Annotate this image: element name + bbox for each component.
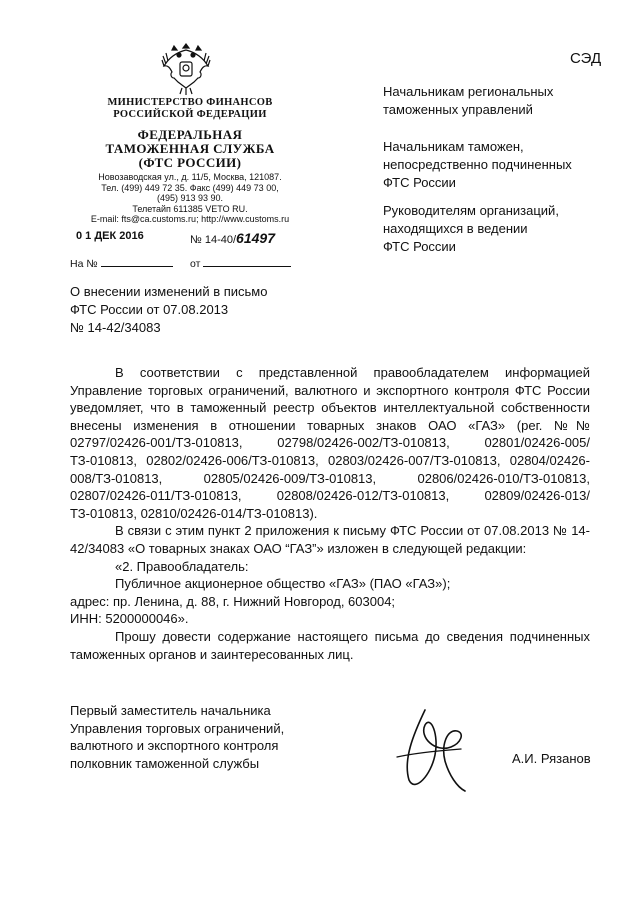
registration-number-prefix: № 14-40/ bbox=[190, 234, 237, 246]
recipient-block-1 bbox=[383, 83, 613, 119]
recipient-line: Начальникам региональных bbox=[383, 84, 554, 99]
recipient-block-2 bbox=[383, 138, 613, 192]
recipient-block-3 bbox=[383, 202, 613, 256]
reference-date-blank bbox=[203, 256, 291, 267]
signatory-title-line: Первый заместитель начальника bbox=[70, 703, 271, 718]
recipient-line: ФТС России bbox=[383, 239, 456, 254]
subject-line: ФТС России от 07.08.2013 bbox=[70, 302, 229, 317]
service-line-3: (ФТС РОССИИ) bbox=[138, 155, 242, 170]
service-line-2: ТАМОЖЕННАЯ СЛУЖБА bbox=[105, 141, 275, 156]
body-paragraph-inn: ИНН: 5200000046». bbox=[70, 611, 189, 627]
contact-phone-2: (495) 913 93 90. bbox=[156, 193, 224, 203]
signatory-title-line: валютного и экспортного контроля bbox=[70, 738, 279, 754]
signatory-title-line: Управления торговых ограничений, bbox=[70, 720, 285, 736]
service-name bbox=[70, 128, 310, 170]
body-paragraph-rightholder-name: Публичное акционерное общество «ГАЗ» (ПАО «ГАЗ»); bbox=[115, 576, 451, 592]
handwritten-signature bbox=[395, 705, 475, 795]
signatory-title-line: полковник таможенной службы bbox=[70, 755, 260, 771]
recipient-line: находящихся в ведении bbox=[383, 221, 528, 236]
letter-body bbox=[70, 364, 590, 663]
contact-info bbox=[70, 172, 310, 225]
reference-label: На № bbox=[70, 258, 98, 270]
body-paragraph-notice: В соответствии с представленной правообладателем информацией Управление торговых ограничений, валютного и экспортного контроля ФТС России уведомляет, что в таможенный реестр объектов интеллектуальной собственности внесены изменения в отношении товарных знаков ОАО «ГАЗ» (рег. №№ 02797/02426-001/ТЗ-010813, 02798/02426-002/ТЗ-010813, 02801/02426-005/ТЗ-010813, 02802/02426-006/ТЗ-010813, 02803/02426-007/ТЗ-010813, 02804/02426-008/ТЗ-010813, 02805/02426-009/ТЗ-010813, 02806/02426-010/ТЗ-010813, 02807/02426-011/ТЗ-010813, 02808/02426-012/ТЗ-010813, 02809/02426-013/ТЗ-010813, 02810/02426-014/ТЗ-010813). bbox=[70, 365, 590, 521]
body-paragraph-amendment: В связи с этим пункт 2 приложения к письму ФТС России от 07.08.2013 № 14-42/34083 «О товарных знаках ОАО “ГАЗ”» изложен в следующей редакции: bbox=[70, 523, 590, 556]
registration-number-handwritten: 61497 bbox=[236, 230, 275, 246]
registration-date: 0 1 ДЕК 2016 bbox=[76, 230, 144, 242]
contact-email: E-mail: fts@ca.customs.ru; http://www.customs.ru bbox=[90, 214, 290, 224]
subject-line: № 14-42/34083 bbox=[70, 320, 161, 335]
ministry-line-1: МИНИСТЕРСТВО ФИНАНСОВ bbox=[107, 97, 273, 108]
body-paragraph-request: Прошу довести содержание настоящего письма до сведения подчиненных таможенных органов и заинтересованных лиц. bbox=[70, 628, 590, 662]
contact-phone: Тел. (499) 449 72 35. Факс (499) 449 73 00, bbox=[101, 182, 279, 193]
service-line-1: ФЕДЕРАЛЬНАЯ bbox=[137, 127, 243, 142]
ministry-line-2: РОССИЙСКОЙ ФЕДЕРАЦИИ bbox=[113, 109, 267, 120]
ministry-name bbox=[70, 97, 310, 121]
contact-teletype: Телетайп 611385 VETO RU. bbox=[132, 203, 248, 214]
recipient-line: Начальникам таможен, bbox=[383, 139, 524, 154]
signatory-title bbox=[70, 702, 330, 772]
signatory-name: А.И. Рязанов bbox=[512, 751, 591, 766]
coat-of-arms-emblem bbox=[160, 38, 212, 98]
reference-line bbox=[70, 256, 291, 270]
letter-subject bbox=[70, 283, 300, 337]
reference-number-blank bbox=[101, 256, 173, 267]
body-paragraph-address: адрес: пр. Ленина, д. 88, г. Нижний Новгород, 603004; bbox=[70, 593, 396, 609]
registration-number bbox=[190, 230, 275, 246]
reference-from-label: от bbox=[190, 258, 201, 270]
recipient-line: непосредственно подчиненных bbox=[383, 157, 572, 172]
recipient-line: ФТС России bbox=[383, 175, 456, 190]
recipient-line: Руководителям организаций, bbox=[383, 203, 559, 218]
subject-line: О внесении изменений в письмо bbox=[70, 284, 268, 299]
document-marker: СЭД bbox=[570, 50, 602, 67]
recipient-line: таможенных управлений bbox=[383, 102, 533, 117]
contact-address: Новозаводская ул., д. 11/5, Москва, 121087. bbox=[98, 172, 282, 182]
body-paragraph-rightholder-heading: «2. Правообладатель: bbox=[115, 558, 249, 574]
